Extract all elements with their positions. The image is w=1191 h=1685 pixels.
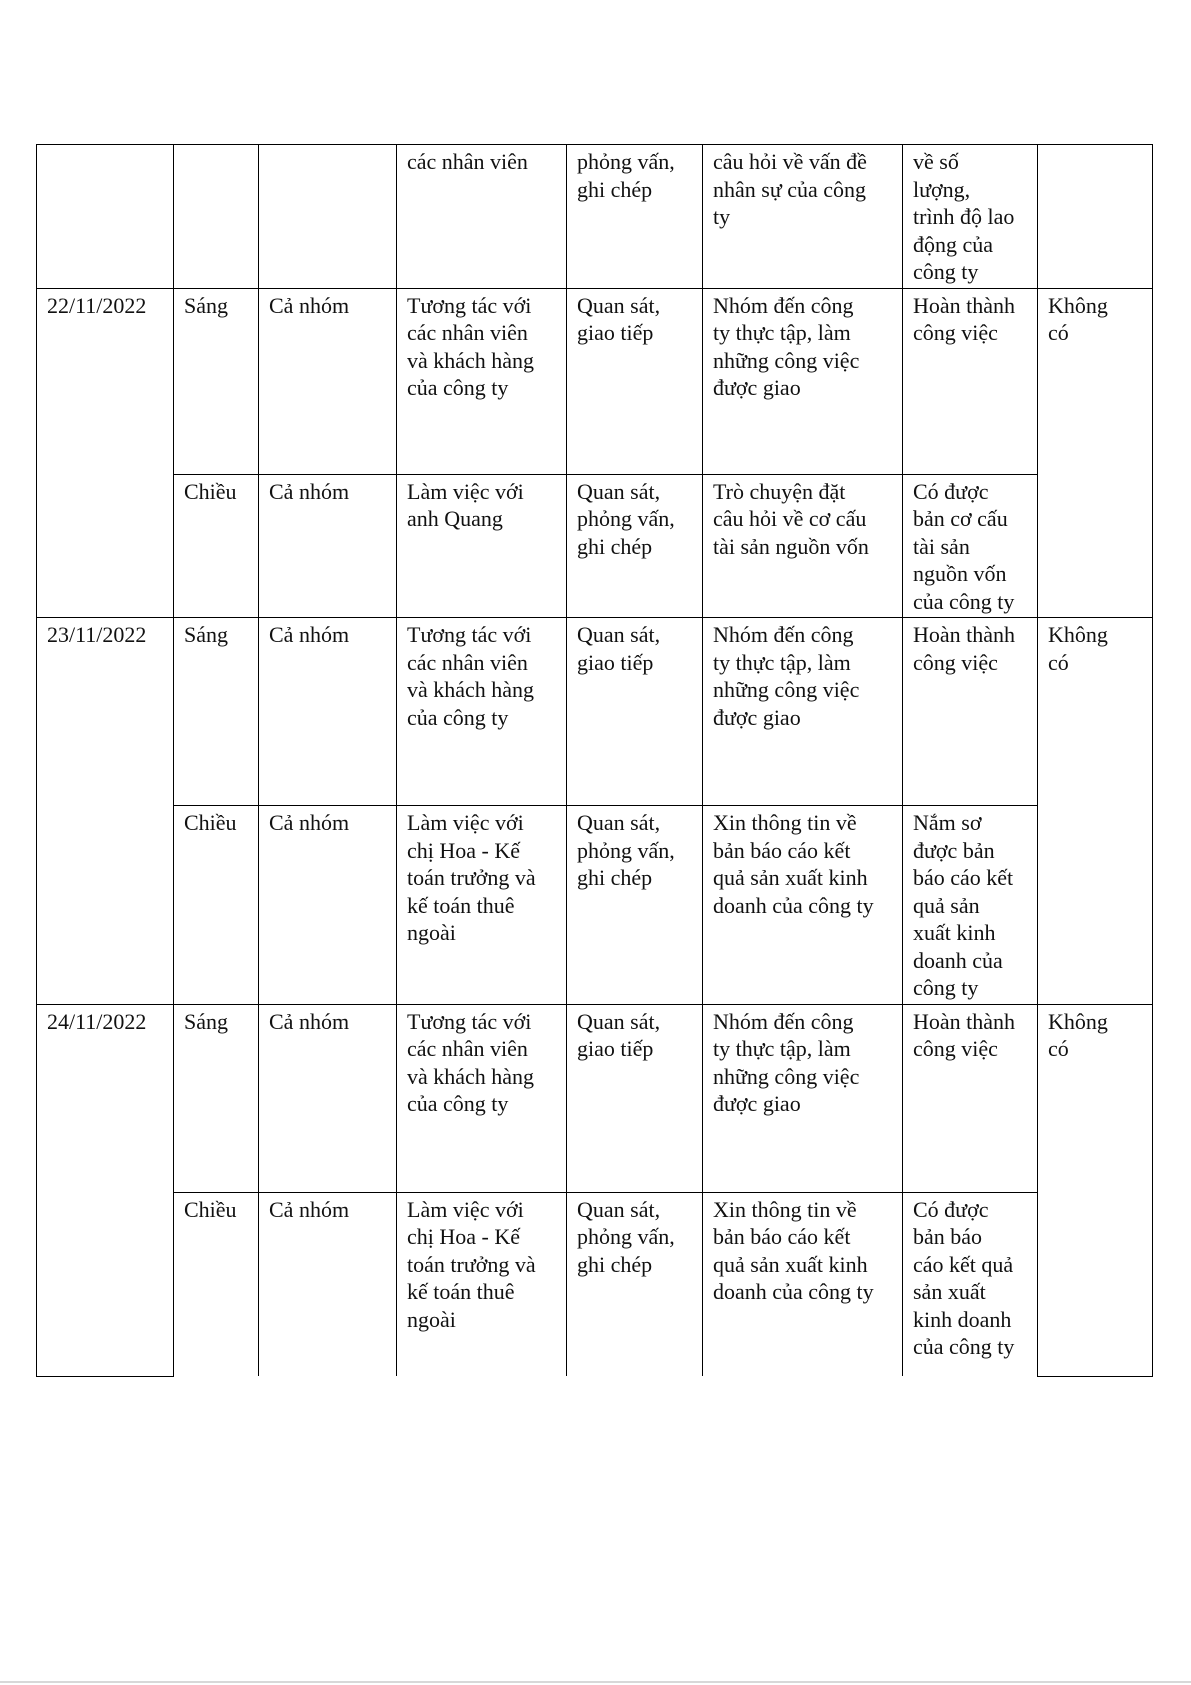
detail-cell: Xin thông tin về bản báo cáo kết quả sản xuất kinh doanh của công ty (703, 806, 903, 1005)
content-cell: Làm việc với anh Quang (397, 474, 567, 618)
result-cell: Hoàn thành công việc (903, 288, 1038, 474)
note-cell: Không có (1038, 618, 1153, 1005)
detail-cell: câu hỏi về vấn đề nhân sự của công ty (703, 145, 903, 289)
method-cell: Quan sát, giao tiếp (567, 618, 703, 806)
note-cell: Không có (1038, 288, 1153, 618)
detail-cell: Nhóm đến công ty thực tập, làm những công việc được giao (703, 618, 903, 806)
table-row (37, 474, 1153, 618)
session-cell (174, 145, 259, 289)
session-cell: Sáng (174, 288, 259, 474)
participants-cell: Cả nhóm (259, 1004, 397, 1192)
participants-cell (259, 145, 397, 289)
content-cell: các nhân viên (397, 145, 567, 289)
detail-cell: Nhóm đến công ty thực tập, làm những công việc được giao (703, 1004, 903, 1192)
result-cell: Hoàn thành công việc (903, 618, 1038, 806)
page-bottom-edge (0, 1681, 1191, 1683)
method-cell: Quan sát, giao tiếp (567, 288, 703, 474)
method-cell: phỏng vấn, ghi chép (567, 145, 703, 289)
content-cell: Làm việc với chị Hoa - Kế toán trưởng và kế toán thuê ngoài (397, 1192, 567, 1376)
session-cell: Chiều (174, 474, 259, 618)
session-cell: Sáng (174, 1004, 259, 1192)
table-row (37, 1192, 1153, 1376)
content-cell: Tương tác với các nhân viên và khách hàng của công ty (397, 618, 567, 806)
participants-cell: Cả nhóm (259, 618, 397, 806)
result-cell: Hoàn thành công việc (903, 1004, 1038, 1192)
note-cell: Không có (1038, 1004, 1153, 1376)
participants-cell: Cả nhóm (259, 474, 397, 618)
method-cell: Quan sát, phỏng vấn, ghi chép (567, 474, 703, 618)
table-row (37, 288, 1153, 474)
method-cell: Quan sát, giao tiếp (567, 1004, 703, 1192)
date-cell: 24/11/2022 (37, 1004, 174, 1376)
content-cell: Làm việc với chị Hoa - Kế toán trưởng và kế toán thuê ngoài (397, 806, 567, 1005)
content-cell: Tương tác với các nhân viên và khách hàng của công ty (397, 1004, 567, 1192)
note-cell (1038, 145, 1153, 289)
session-cell: Chiều (174, 1192, 259, 1376)
detail-cell: Nhóm đến công ty thực tập, làm những công việc được giao (703, 288, 903, 474)
detail-cell: Xin thông tin về bản báo cáo kết quả sản xuất kinh doanh của công ty (703, 1192, 903, 1376)
date-cell (37, 145, 174, 289)
participants-cell: Cả nhóm (259, 288, 397, 474)
session-cell: Sáng (174, 618, 259, 806)
table-row (37, 618, 1153, 806)
table-row-continuation (37, 145, 1153, 289)
detail-cell: Trò chuyện đặt câu hỏi về cơ cấu tài sản nguồn vốn (703, 474, 903, 618)
table-row (37, 806, 1153, 1005)
internship-schedule-table (36, 144, 1153, 1377)
date-cell: 23/11/2022 (37, 618, 174, 1005)
table-row (37, 1004, 1153, 1192)
result-cell: Có được bản cơ cấu tài sản nguồn vốn của công ty (903, 474, 1038, 618)
participants-cell: Cả nhóm (259, 1192, 397, 1376)
result-cell: về số lượng, trình độ lao động của công ty (903, 145, 1038, 289)
result-cell: Có được bản báo cáo kết quả sản xuất kinh doanh của công ty (903, 1192, 1038, 1376)
method-cell: Quan sát, phỏng vấn, ghi chép (567, 806, 703, 1005)
result-cell: Nắm sơ được bản báo cáo kết quả sản xuất kinh doanh của công ty (903, 806, 1038, 1005)
participants-cell: Cả nhóm (259, 806, 397, 1005)
content-cell: Tương tác với các nhân viên và khách hàng của công ty (397, 288, 567, 474)
date-cell: 22/11/2022 (37, 288, 174, 618)
session-cell: Chiều (174, 806, 259, 1005)
method-cell: Quan sát, phỏng vấn, ghi chép (567, 1192, 703, 1376)
